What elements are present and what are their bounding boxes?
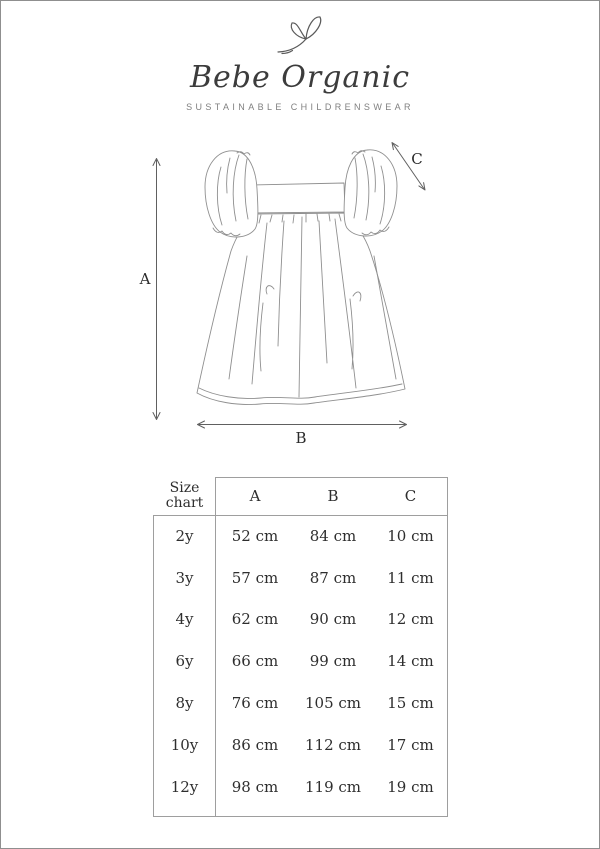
- size-value: 52 cm: [231, 526, 279, 545]
- size-value: 98 cm: [231, 777, 279, 796]
- size-chart-title-line1: Size: [169, 480, 200, 496]
- column-header-b: B: [327, 487, 339, 505]
- size-value: 90 cm: [309, 610, 357, 629]
- size-value: 66 cm: [231, 652, 279, 671]
- size-value: 112 cm: [304, 735, 362, 754]
- branch-leaf-icon: [276, 14, 324, 55]
- brand-tagline: SUSTAINABLE CHILDRENSWEAR: [186, 102, 414, 112]
- size-row-label: 8y: [175, 694, 194, 713]
- size-chart-title-line2: chart: [165, 495, 204, 511]
- brand-logo: [1, 1, 599, 112]
- size-row-label: 2y: [175, 526, 194, 545]
- size-value: 19 cm: [387, 777, 434, 796]
- size-value: 84 cm: [309, 526, 357, 545]
- size-value: 10 cm: [387, 526, 434, 545]
- size-value: 76 cm: [231, 694, 279, 713]
- column-header-a: A: [249, 487, 261, 505]
- size-value: 87 cm: [309, 568, 357, 587]
- brand-name: Bebe Organic: [189, 60, 411, 95]
- size-row-label: 10y: [170, 735, 199, 754]
- size-value: 57 cm: [231, 568, 279, 587]
- size-value: 99 cm: [309, 652, 357, 671]
- size-value: 105 cm: [304, 694, 362, 713]
- size-value: 86 cm: [231, 735, 279, 754]
- dimension-label-c: C: [411, 150, 423, 168]
- size-value: 15 cm: [387, 694, 434, 713]
- dress-diagram: [131, 131, 471, 461]
- dimension-label-a: A: [139, 270, 151, 288]
- size-value: 119 cm: [304, 777, 362, 796]
- dimension-label-b: B: [295, 429, 307, 447]
- size-value: 14 cm: [387, 652, 434, 671]
- dimension-arrow-a: [153, 159, 160, 420]
- size-row-label: 6y: [175, 652, 194, 671]
- dress-sketch: [197, 150, 405, 405]
- size-value: 11 cm: [387, 568, 434, 587]
- size-value: 12 cm: [387, 610, 434, 629]
- size-chart-title: [153, 477, 216, 515]
- size-row-label: 3y: [175, 568, 194, 587]
- size-value: 62 cm: [231, 610, 279, 629]
- size-value: 17 cm: [387, 735, 434, 754]
- size-chart-grid: [153, 477, 449, 818]
- size-row-label: 4y: [175, 610, 194, 629]
- column-header-c: C: [404, 487, 417, 505]
- dimension-arrow-b: [198, 421, 407, 428]
- size-chart-table: [153, 477, 449, 818]
- size-row-label: 12y: [170, 777, 199, 796]
